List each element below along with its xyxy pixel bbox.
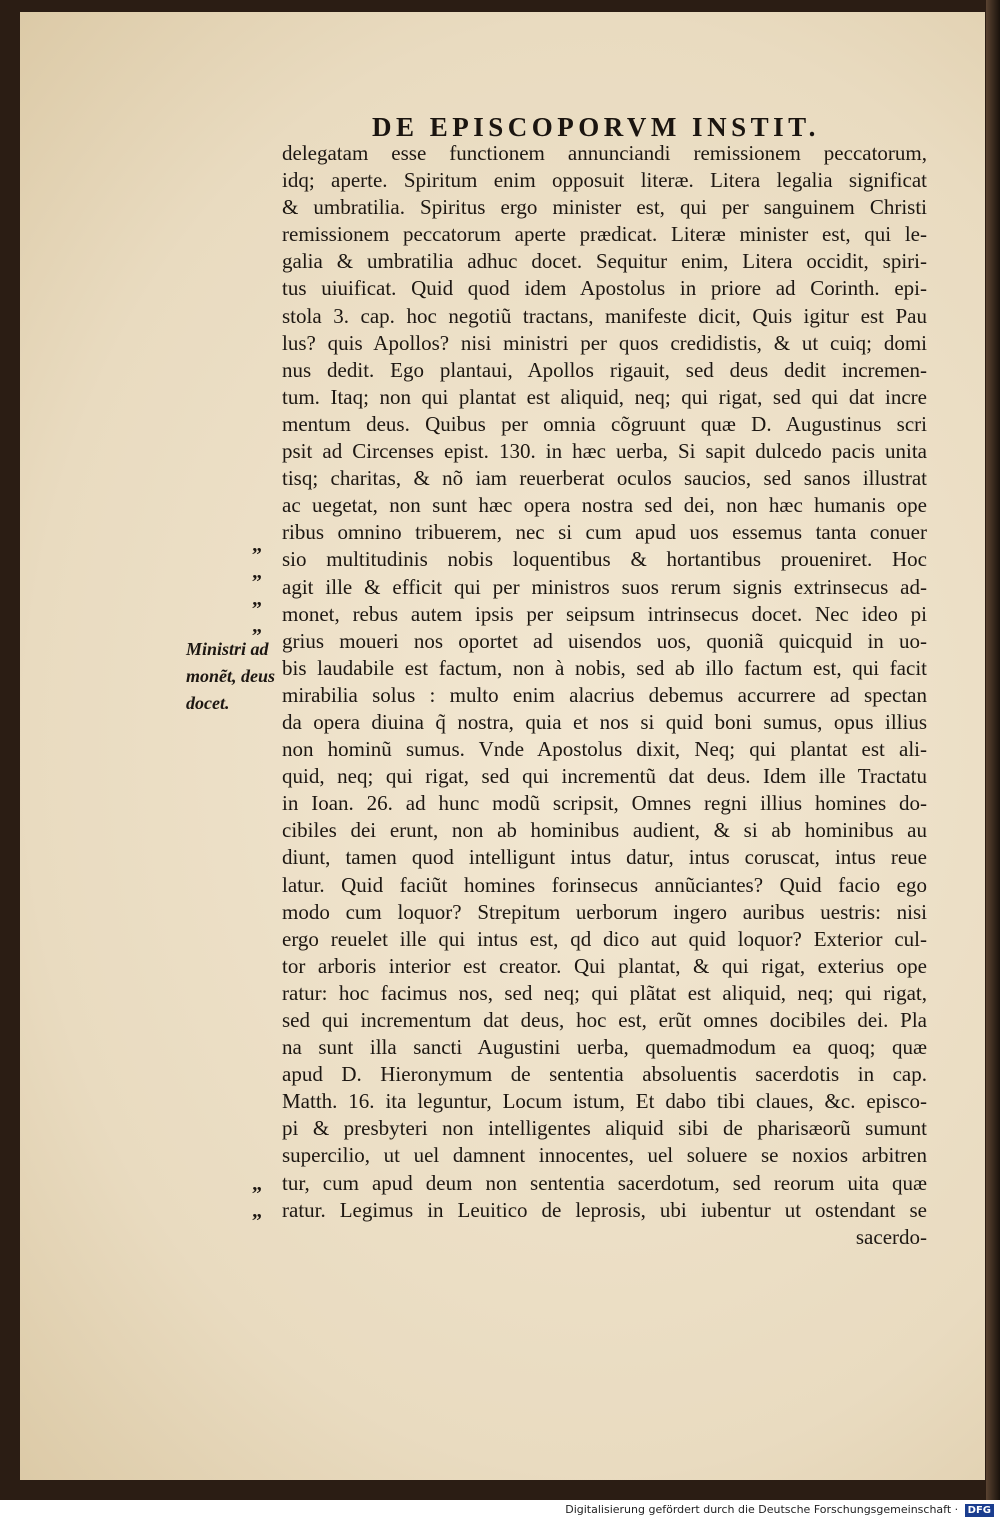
text-line: pi & presbyteri non intelligentes aliquid sibi de pharisæorũ sumunt [282, 1116, 927, 1141]
text-line: tus uiuificat. Quid quod idem Apostolus in priore ad Corinth. epi- [282, 276, 927, 301]
text-line: mentum deus. Quibus per omnia cõgruunt quæ D. Augustinus scri [282, 411, 927, 436]
text-line: & umbratilia. Spiritus ergo minister est, qui per sanguinem Christi [282, 195, 927, 220]
text-line: remissionem peccatorum aperte prædicat. Literæ minister est, qui le- [282, 222, 927, 247]
text-line: nus dedit. Ego plantaui, Apollos rigauit, sed deus dedit incremen- [282, 357, 927, 382]
text-line: tisq; charitas, & nõ iam reuerberat oculos saucios, sed sanos illustrat [282, 466, 927, 491]
text-line: apud D. Hieronymum de sententia absoluentis sacerdotis in cap. [282, 1062, 927, 1087]
text-line: stola 3. cap. hoc negotiũ tractans, manifeste dicit, Quis igitur est Pau [282, 303, 927, 328]
footer-text: Digitalisierung gefördert durch die Deutsche Forschungsgemeinschaft · [565, 1503, 959, 1516]
text-line: Matth. 16. ita leguntur, Locum istum, Et dabo tibi claues, &c. episco- [282, 1089, 927, 1114]
text-line: tur, cum apud deum non sententia sacerdotum, sed reorum uita quæ [282, 1170, 927, 1195]
text-line: agit ille & efficit qui per ministros suos rerum signis extrinsecus ad- [282, 574, 927, 599]
text-line: ribus omnino tribuerem, nec si cum apud uos essemus tanta conuer [282, 520, 927, 545]
text-line: ratur: hoc facimus nos, sed neq; qui plãtat est aliquid, neq; qui rigat, [282, 980, 927, 1005]
text-line: lus? quis Apollos? nisi ministri per quos credidistis, & ut cuiq; domi [282, 330, 927, 355]
text-line: tor arboris interior est creator. Qui plantat, & qui rigat, exterius ope [282, 953, 927, 978]
text-line: psit ad Circenses epist. 130. in hæc uerba, Si sapit dulcedo pacis unita [282, 439, 927, 464]
text-line: idq; aperte. Spiritum enim opposuit literæ. Litera legalia significat [282, 168, 927, 193]
text-line: delegatam esse functionem annunciandi remissionem peccatorum, [282, 141, 927, 165]
marginal-note-line: Ministri ad [186, 639, 269, 659]
text-line: galia & umbratilia adhuc docet. Sequitur enim, Litera occidit, spiri- [282, 249, 927, 274]
text-line: monet, rebus autem ipsis per seipsum intrinsecus docet. Nec ideo pi [282, 601, 927, 626]
text-line: latur. Quid faciũt homines forinsecus annũciantes? Quid facio ego [282, 872, 927, 897]
body-text [282, 140, 927, 1251]
text-line: in Ioan. 26. ad hunc modũ scripsit, Omnes regni illius homines do- [282, 791, 927, 816]
quote-mark: „ [252, 1173, 262, 1195]
text-line: diunt, tamen quod intelligunt intus datur, intus coruscat, intus reue [282, 845, 927, 870]
book-binding-edge [986, 0, 1000, 1500]
quote-mark: „ [252, 534, 262, 556]
dfg-logo: DFG [965, 1504, 994, 1517]
text-line: ac uegetat, non sunt hæc opera nostra sed dei, non hæc humanis ope [282, 493, 927, 518]
text-line: cibiles dei erunt, non ab hominibus audient, & si ab hominibus au [282, 818, 927, 843]
text-line: grius moueri nos oportet ad uisendos uos, quoniã quicquid in uo- [282, 628, 927, 653]
text-line: sacerdo- [855, 1224, 927, 1249]
text-line: quid, neq; qui rigat, sed qui incrementũ dat deus. Idem ille Tractatu [282, 764, 927, 789]
text-line: na sunt illa sancti Augustini uerba, quemadmodum ea quoq; quæ [282, 1035, 927, 1060]
text-line: modo cum loquor? Strepitum uerborum ingero auribus uestris: nisi [282, 899, 927, 924]
quote-mark: „ [252, 588, 262, 610]
text-line: sed qui incrementum dat deus, hoc est, erũt omnes docibiles dei. Pla [282, 1008, 927, 1032]
quote-mark: „ [252, 615, 262, 637]
text-line: tum. Itaq; non qui plantat est aliquid, neq; qui rigat, sed qui dat incre [282, 384, 927, 409]
text-line: ratur. Legimus in Leuitico de leprosis, ubi iubentur ut ostendant se [282, 1197, 927, 1222]
text-line: da opera diuina q̃ nostra, quia et nos si quid boni sumus, opus illius [282, 709, 927, 734]
text-line: mirabilia solus : multo enim alacrius debemus accurrere ad spectan [282, 682, 927, 707]
marginal-note-line: monẽt, deus [186, 666, 276, 686]
text-line: ergo reuelet ille qui intus est, qd dico aut quid loquor? Exterior cul- [282, 926, 927, 951]
marginal-note-line: docet. [186, 693, 230, 713]
text-line: sio multitudinis nobis loquentibus & hortantibus proueniret. Hoc [282, 547, 927, 572]
quote-mark: „ [252, 1200, 262, 1222]
text-line: supercilio, ut uel damnent innocentes, uel soluere se noxios arbitren [282, 1143, 927, 1168]
quote-mark: „ [252, 561, 262, 583]
footer-credit [565, 1503, 994, 1517]
running-header: DE EPISCOPORVM INSTIT. [372, 112, 820, 142]
text-line: non hominũ sumus. Vnde Apostolus dixit, Neq; qui plantat est ali- [282, 737, 927, 762]
text-line: bis laudabile est factum, non à nobis, sed ab illo factum est, qui facit [282, 655, 927, 680]
marginal-note [186, 636, 276, 717]
